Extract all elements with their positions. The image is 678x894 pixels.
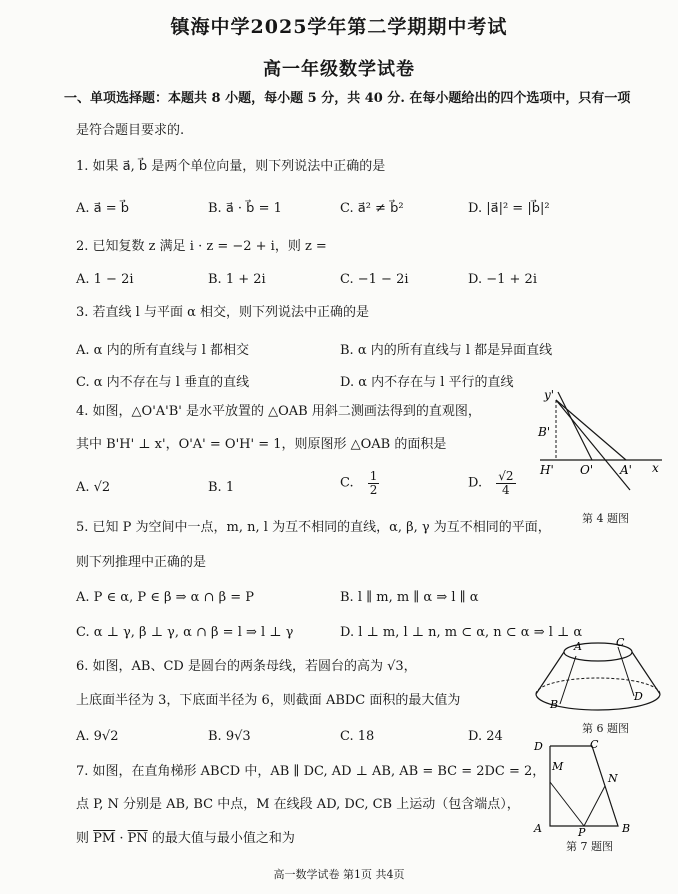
dot-operator: ·	[115, 831, 128, 846]
section-heading-cont: 是符合题目要求的.	[76, 123, 185, 138]
figure-6-label-b: B	[550, 698, 559, 711]
question-4-stem: 4. 如图，△O'A'B' 是水平放置的 △OAB 用斜二测画法得到的直观图，	[76, 404, 481, 419]
question-4-option-d[interactable]	[468, 470, 516, 496]
fraction-denominator: 4	[502, 482, 510, 497]
figure-4-label-h: H'	[540, 463, 554, 477]
vector-pn: $\overline{PN}$	[127, 831, 148, 846]
fraction	[496, 470, 515, 496]
figure-6-label-a: A	[574, 640, 582, 653]
question-2-stem: 2. 已知复数 z 满足 i · z = −2 + i，则 z =	[76, 239, 327, 254]
figure-7-caption: 第 7 题图	[566, 840, 613, 853]
question-6-stem: 6. 如图，AB、CD 是圆台的两条母线，若圆台的高为 √3，	[76, 659, 417, 674]
figure-6-label-c: C	[616, 636, 625, 649]
fraction-numerator: 1	[369, 469, 378, 483]
fraction-numerator: √2	[498, 469, 514, 483]
question-1-option-a[interactable]: A. a⃗ = b⃗	[76, 201, 130, 216]
figure-7-label-a: A	[534, 822, 542, 835]
question-3-option-b[interactable]: B. α 内的所有直线与 l 都是异面直线	[340, 343, 553, 358]
figure-7-label-c: C	[590, 738, 599, 751]
question-4-option-d-label: D.	[468, 475, 483, 491]
vector-pm: $\overline{PM}$	[93, 831, 116, 846]
question-1-option-d[interactable]: D. |a⃗|² = |b⃗|²	[468, 201, 550, 216]
figure-7-label-b: B	[622, 822, 631, 835]
figure-4-label-b: B'	[538, 425, 551, 439]
question-3-option-d[interactable]: D. α 内不存在与 l 平行的直线	[340, 375, 514, 390]
page-footer: 高一数学试卷 第1页 共4页	[273, 868, 405, 881]
question-7-stem-cont: 点 P, N 分别是 AB, BC 中点，M 在线段 AD, DC, CB 上运动（包含端点），	[76, 797, 520, 812]
question-6-option-b[interactable]: B. 9√3	[208, 729, 251, 744]
question-7-stem-last	[76, 832, 295, 845]
question-1-stem: 1. 如果 a⃗, b⃗ 是两个单位向量，则下列说法中正确的是	[76, 159, 386, 174]
figure-4	[530, 386, 670, 498]
question-7-prefix: 则	[76, 831, 94, 846]
figure-7	[528, 736, 640, 838]
question-4-option-c-label: C.	[340, 475, 354, 491]
figure-6	[530, 636, 670, 716]
question-2-option-a[interactable]: A. 1 − 2i	[76, 272, 134, 287]
question-6-option-c[interactable]: C. 18	[340, 729, 375, 744]
figure-7-label-d: D	[534, 740, 543, 753]
figure-7-label-n: N	[608, 772, 618, 785]
fraction-denominator: 2	[369, 482, 378, 497]
question-6-stem-cont: 上底面半径为 3，下底面半径为 6，则截面 ABDC 面积的最大值为	[76, 693, 461, 708]
figure-7-label-m: M	[552, 760, 564, 773]
question-4-option-a[interactable]: A. √2	[76, 480, 111, 495]
figure-4-caption: 第 4 题图	[582, 512, 629, 525]
figure-4-label-y: y'	[544, 388, 555, 402]
section-heading: 一、单项选择题：本题共 8 小题，每小题 5 分，共 40 分. 在每小题给出的四个选项中，只有一项	[64, 91, 631, 106]
fraction	[368, 470, 380, 496]
question-7-stem: 7. 如图，在直角梯形 ABCD 中，AB ∥ DC, AD ⊥ AB, AB = BC = 2DC = 2，	[76, 764, 546, 779]
question-5-option-b[interactable]: B. l ∥ m, m ∥ α ⇒ l ∥ α	[340, 590, 479, 605]
question-2-option-d[interactable]: D. −1 + 2i	[468, 272, 537, 287]
question-5-option-d[interactable]: D. l ⊥ m, l ⊥ n, m ⊂ α, n ⊂ α ⇒ l ⊥ α	[340, 625, 583, 640]
figure-6-caption: 第 6 题图	[582, 722, 629, 735]
figure-4-label-x: x	[652, 461, 659, 475]
question-6-option-a[interactable]: A. 9√2	[76, 729, 119, 744]
question-7-suffix: 的最大值与最小值之和为	[147, 831, 295, 846]
question-3-stem: 3. 若直线 l 与平面 α 相交，则下列说法中正确的是	[76, 305, 370, 320]
question-5-option-a[interactable]: A. P ∈ α, P ∈ β ⇒ α ∩ β = P	[76, 590, 254, 605]
question-3-option-c[interactable]: C. α 内不存在与 l 垂直的直线	[76, 375, 250, 390]
question-1-option-c[interactable]: C. a⃗² ≠ b⃗²	[340, 201, 404, 216]
question-6-option-d[interactable]: D. 24	[468, 729, 503, 744]
question-4-stem-cont: 其中 B'H' ⊥ x'，O'A' = O'H' = 1，则原图形 △OAB 的面积是	[76, 437, 447, 452]
question-2-option-c[interactable]: C. −1 − 2i	[340, 272, 409, 287]
question-2-option-b[interactable]: B. 1 + 2i	[208, 272, 266, 287]
question-1-option-b[interactable]: B. a⃗ · b⃗ = 1	[208, 201, 282, 216]
question-4-option-c[interactable]	[340, 470, 379, 496]
exam-title: 镇海中学2025学年第二学期期中考试	[170, 16, 508, 38]
figure-6-label-d: D	[634, 690, 643, 703]
question-3-option-a[interactable]: A. α 内的所有直线与 l 都相交	[76, 343, 249, 358]
question-5-stem-cont: 则下列推理中正确的是	[76, 555, 207, 570]
question-5-stem: 5. 已知 P 为空间中一点，m, n, l 为互不相同的直线，α, β, γ 为互不相同的平面，	[76, 520, 551, 535]
figure-7-label-p: P	[578, 826, 586, 838]
paper-subtitle: 高一年级数学试卷	[263, 59, 415, 80]
figure-4-label-o: O'	[580, 463, 594, 477]
question-4-option-b[interactable]: B. 1	[208, 480, 235, 495]
figure-4-label-a: A'	[620, 463, 632, 477]
question-5-option-c[interactable]: C. α ⊥ γ, β ⊥ γ, α ∩ β = l ⇒ l ⊥ γ	[76, 625, 294, 640]
